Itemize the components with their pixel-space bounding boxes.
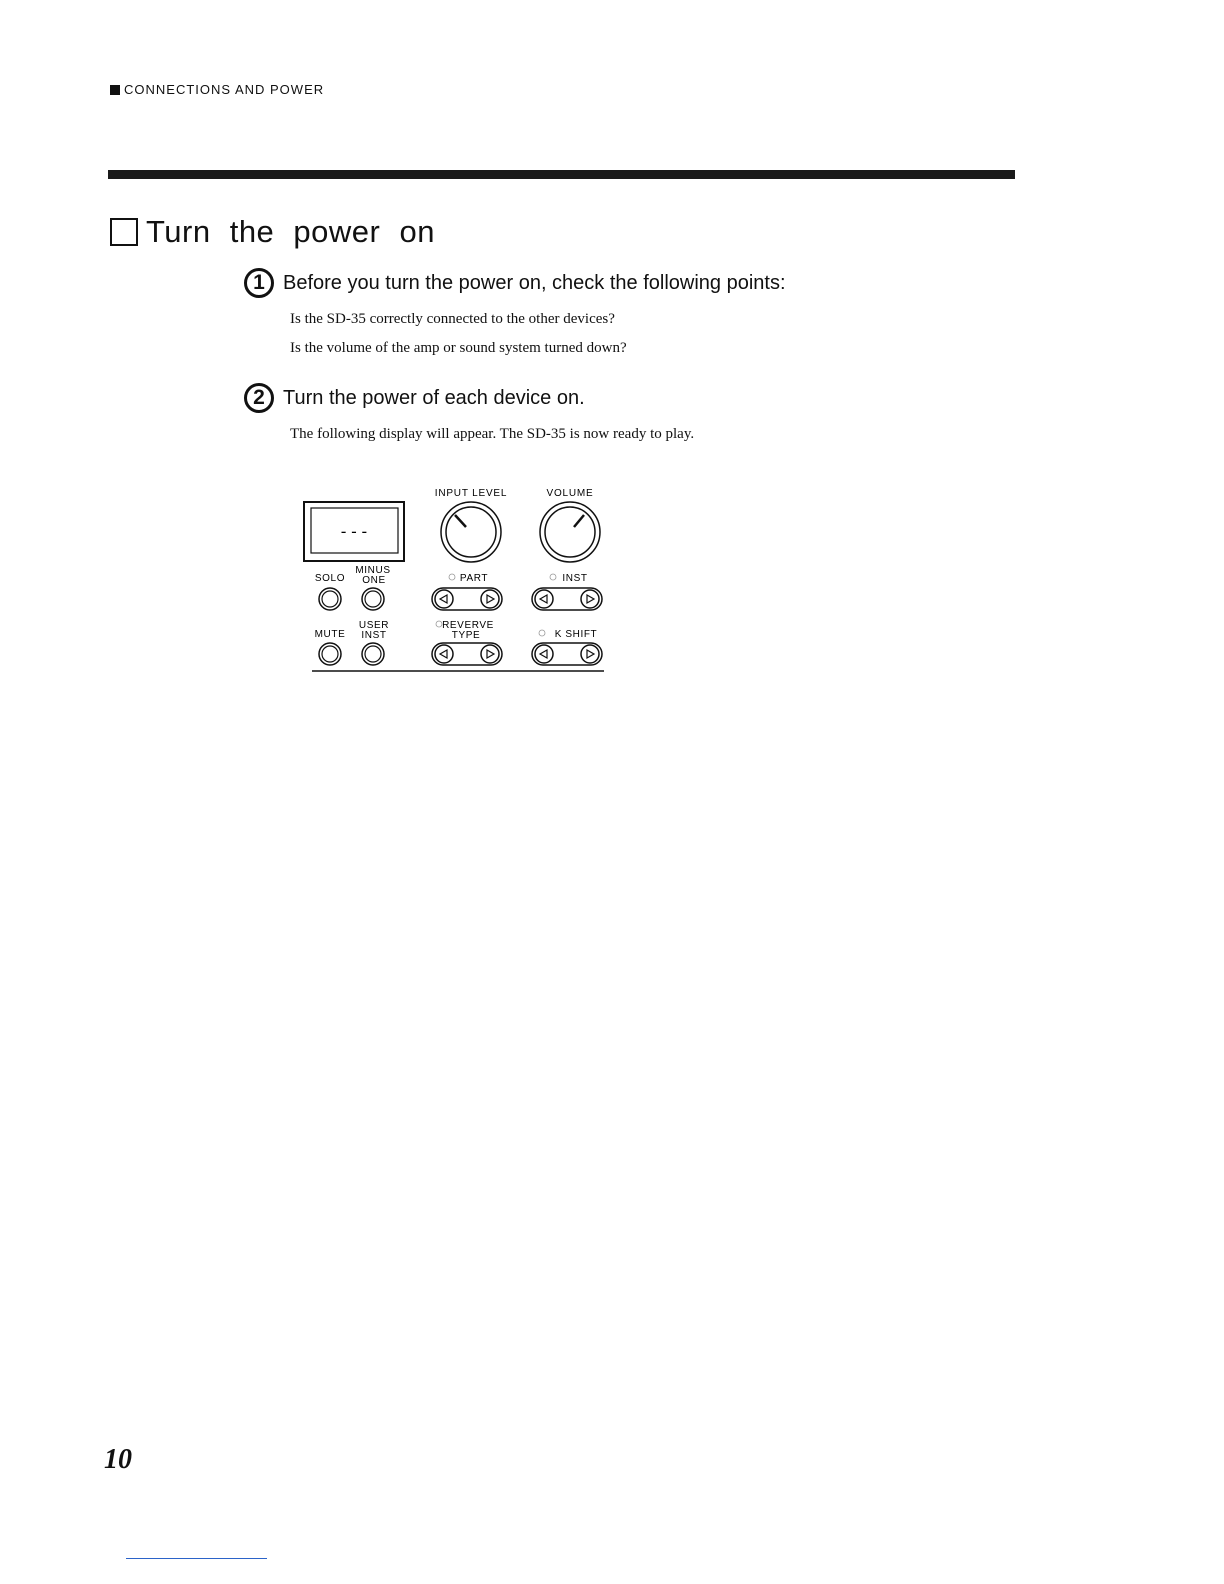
left-arrow-icon bbox=[540, 595, 547, 603]
step-1-note-2: Is the volume of the amp or sound system turned down? bbox=[290, 340, 627, 356]
left-arrow-icon bbox=[440, 595, 447, 603]
right-arrow-icon bbox=[587, 595, 594, 603]
right-arrow-icon bbox=[587, 650, 594, 658]
reverb-type-label-line1: REVERVE bbox=[442, 620, 494, 631]
reverb-led-icon bbox=[436, 621, 442, 627]
solo-label: SOLO bbox=[314, 573, 346, 584]
user-inst-button[interactable] bbox=[362, 643, 384, 665]
page-number: 10 bbox=[104, 1444, 132, 1475]
kshift-selector[interactable] bbox=[532, 643, 602, 665]
inst-label: INST bbox=[562, 573, 588, 584]
footer-link-underline bbox=[126, 1558, 267, 1559]
volume-label: VOLUME bbox=[546, 488, 594, 499]
part-led-icon bbox=[449, 574, 455, 580]
step-2-number-icon: 2 bbox=[244, 383, 274, 413]
page-heading bbox=[110, 214, 435, 250]
step-1-title: Before you turn the power on, check the following points: bbox=[283, 271, 786, 294]
page-title: Turn the power on bbox=[146, 214, 435, 249]
mute-label: MUTE bbox=[314, 629, 346, 640]
left-arrow-icon bbox=[440, 650, 447, 658]
volume-knob[interactable] bbox=[540, 502, 600, 562]
user-inst-label-line1: USER bbox=[358, 620, 390, 631]
mute-button[interactable] bbox=[319, 643, 341, 665]
minus-one-label-line1: MINUS bbox=[355, 565, 391, 576]
minus-one-label-line2: ONE bbox=[362, 575, 386, 586]
step-2-title: Turn the power of each device on. bbox=[283, 386, 585, 409]
lcd-display bbox=[304, 502, 404, 561]
minus-one-button[interactable] bbox=[362, 588, 384, 610]
section-header bbox=[110, 82, 324, 97]
inst-led-icon bbox=[550, 574, 556, 580]
part-selector[interactable] bbox=[432, 588, 502, 610]
kshift-led-icon bbox=[539, 630, 545, 636]
left-arrow-icon bbox=[540, 650, 547, 658]
input-level-label: INPUT LEVEL bbox=[434, 488, 508, 499]
step-1 bbox=[244, 268, 786, 298]
section-divider bbox=[108, 170, 1015, 179]
step-2-note-1: The following display will appear. The SD-35 is now ready to play. bbox=[290, 426, 695, 442]
lcd-display-text: - - - bbox=[340, 522, 368, 541]
solo-button[interactable] bbox=[319, 588, 341, 610]
step-1-note-1: Is the SD-35 correctly connected to the other devices? bbox=[290, 311, 615, 327]
kshift-label: K SHIFT bbox=[554, 629, 598, 640]
right-arrow-icon bbox=[487, 650, 494, 658]
step-2 bbox=[244, 383, 585, 413]
right-arrow-icon bbox=[487, 595, 494, 603]
control-panel-illustration bbox=[296, 480, 612, 680]
part-label: PART bbox=[459, 573, 489, 584]
square-bullet-icon bbox=[110, 85, 120, 95]
reverb-type-label-line2: TYPE bbox=[451, 630, 481, 641]
checkbox-icon bbox=[110, 218, 138, 246]
section-header-label: CONNECTIONS AND POWER bbox=[124, 82, 325, 97]
reverb-type-selector[interactable] bbox=[432, 643, 502, 665]
step-1-number-icon: 1 bbox=[244, 268, 274, 298]
user-inst-label-line2: INST bbox=[361, 630, 387, 641]
input-level-knob[interactable] bbox=[441, 502, 501, 562]
inst-selector[interactable] bbox=[532, 588, 602, 610]
